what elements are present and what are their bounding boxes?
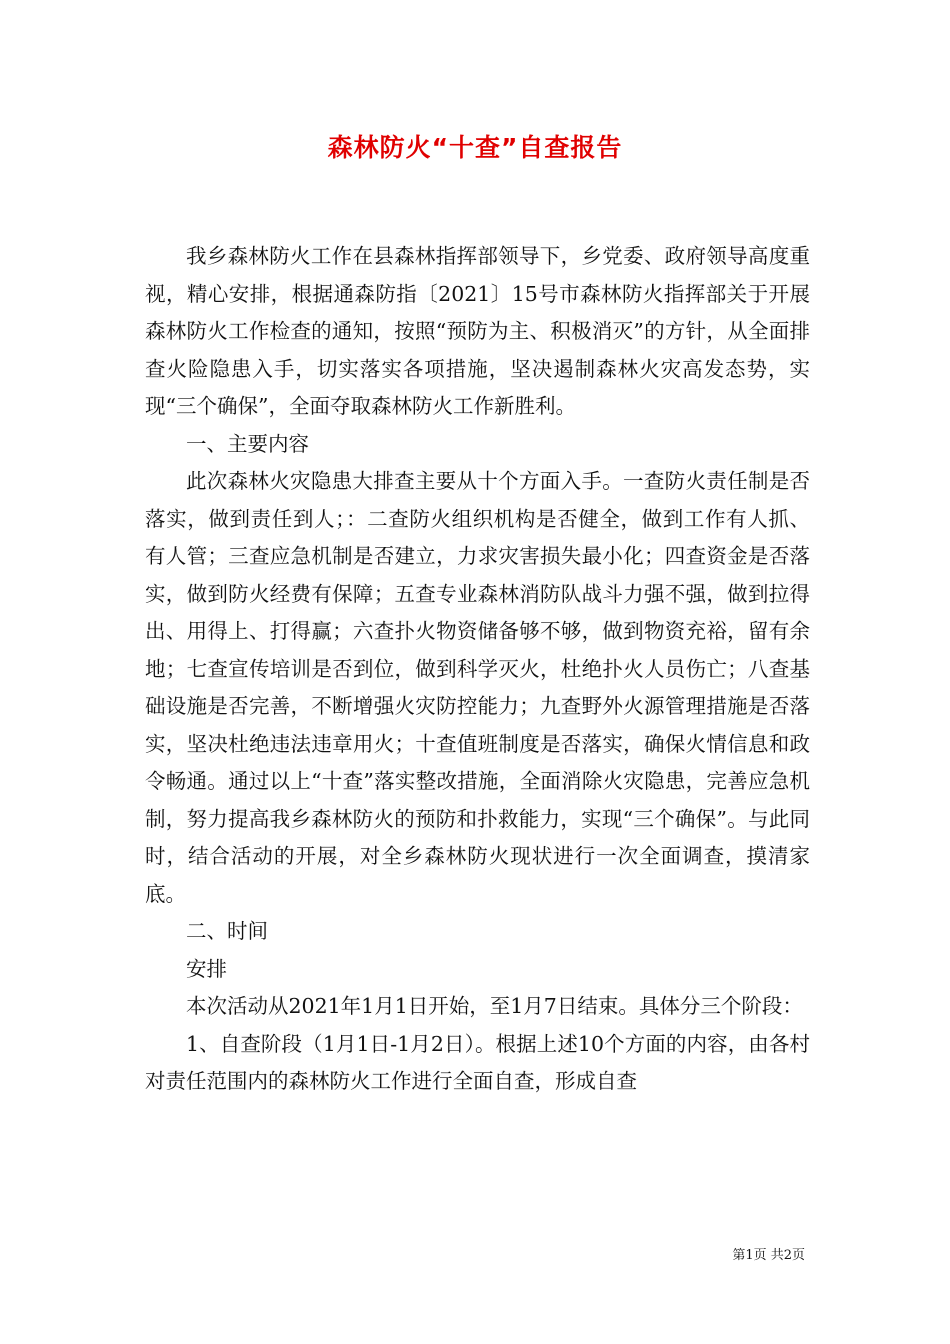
- page-number-footer: 第1页 共2页: [732, 1248, 805, 1263]
- section-heading-main-content: 一、主要内容: [186, 431, 309, 456]
- section-heading-arrangement: 安排: [186, 956, 227, 981]
- paragraph-stage-one: 1、自查阶段（1月1日-1月2日）。根据上述10个方面的内容，由各村对责任范围内的森林防火工作进行全面自查，形成自查: [145, 1031, 810, 1093]
- paragraph-main-content: 此次森林火灾隐患大排查主要从十个方面入手。一查防火责任制是否落实，做到责任到人；：二查防火组织机构是否健全，做到工作有人抓、有人管；三查应急机制是否建立，力求灾害损失最小化；四查资金是否落实，做到防火经费有保障；五查专业森林消防队战斗力强不强，做到拉得出、用得上、打得赢；六查扑火物资储备够不够，做到物资充裕，留有余地；七查宣传培训是否到位，做到科学灭火，杜绝扑火人员伤亡；八查基础设施是否完善，不断增强火灾防控能力；九查野外火源管理措施是否落实，坚决杜绝违法违章用火；十查值班制度是否落实，确保火情信息和政令畅通。通过以上“十查”落实整改措施，全面消除火灾隐患，完善应急机制，努力提高我乡森林防火的预防和扑救能力，实现“三个确保”。与此同时，结合活动的开展，对全乡森林防火现状进行一次全面调查，摸清家底。: [145, 469, 810, 906]
- paragraph-intro: 我乡森林防火工作在县森林指挥部领导下，乡党委、政府领导高度重视，精心安排，根据通森防指〔2021〕15号市森林防火指挥部关于开展森林防火工作检查的通知，按照“预防为主、积极消灭”的方针，从全面排查火险隐患入手，切实落实各项措施，坚决遏制森林火灾高发态势，实现“三个确保”，全面夺取森林防火工作新胜利。: [145, 244, 810, 418]
- paragraph-schedule: 本次活动从2021年1月1日开始，至1月7日结束。具体分三个阶段：: [186, 994, 803, 1018]
- document-body: [145, 238, 810, 1101]
- document-title: 森林防火“十查”自查报告: [327, 133, 623, 162]
- section-heading-time: 二、时间: [186, 919, 268, 943]
